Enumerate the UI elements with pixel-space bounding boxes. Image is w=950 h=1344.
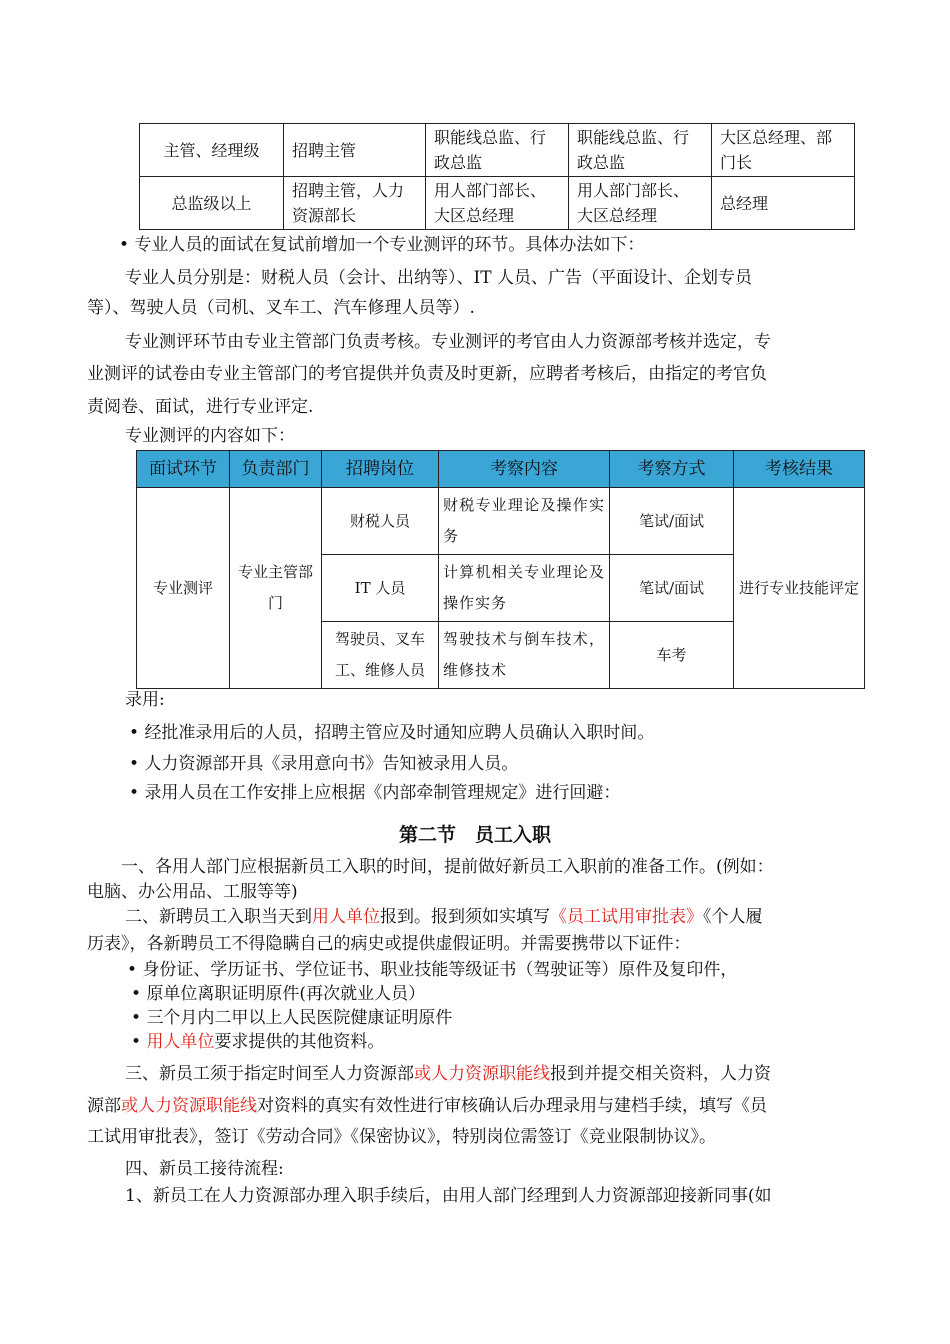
table-cell: IT 人员 [322,555,439,622]
table-cell: 总经理 [712,177,855,230]
list-item [131,1006,452,1030]
approval-table [139,123,855,230]
bullet: • [129,723,140,743]
list-item [129,721,654,745]
list-item-text: 三个月内二甲以上人民医院健康证明原件 [146,1008,453,1028]
text: 《个人履 [703,907,763,927]
table-cell: 职能线总监、行政总监 [426,124,569,177]
text: 报到并提交相关资料，人力资 [550,1064,771,1084]
paragraph-line [125,1062,771,1086]
table-cell: 总监级以上 [140,177,284,230]
table-cell: 专业主管部门 [230,488,322,689]
table-cell: 招聘主管，人力资源部长 [284,177,426,230]
bullet: • [119,235,130,255]
text: 源部 [87,1096,121,1116]
table-cell: 招聘主管 [284,124,426,177]
list-item [129,752,518,776]
paragraph-line [87,1094,767,1118]
bullet: • [131,1032,142,1052]
text: 对资料的真实有效性进行审核确认后办理录用与建档手续，填写《员 [257,1096,767,1116]
highlight-text: 《员工试用审批表》 [550,907,703,927]
list-item-text: 身份证、学历证书、学位证书、职业技能等级证书（驾驶证等）原件及复印件， [142,960,738,980]
table-cell: 用人部门部长、大区总经理 [569,177,712,230]
table-header-row [137,451,865,488]
table-cell: 笔试/面试 [610,488,734,555]
paragraph-text: 工试用审批表》，签订《劳动合同》《保密协议》，特别岗位需签订《竞业限制协议》。 [87,1127,716,1147]
column-header: 考核结果 [734,451,865,488]
hiring-label: 录用: [125,690,165,710]
column-header: 考察方式 [610,451,734,488]
text: 报到。报到须如实填写 [380,907,550,927]
paragraph-text: 业测评的试卷由专业主管部门的考官提供并负责及时更新，应聘者考核后，由指定的考官负 [87,364,767,384]
table-cell: 笔试/面试 [610,555,734,622]
paragraph-text: 责阅卷、面试，进行专业评定. [87,397,314,417]
bullet: • [131,984,142,1004]
section-title: 第二节 员工入职 [398,824,551,846]
text: 三、新员工须于指定时间至人力资源部 [125,1064,414,1084]
table-cell: 主管、经理级 [140,124,284,177]
paragraph-text: 专业测评环节由专业主管部门负责考核。专业测评的考官由人力资源部考核并选定，专 [125,332,771,352]
list-item-text: 要求提供的其他资料。 [214,1032,385,1052]
table-cell: 车考 [610,622,734,689]
bullet: • [129,783,140,803]
highlight-text: 或人力资源职能线 [121,1096,257,1116]
bullet: • [127,960,138,980]
paragraph-text: 专业测评的内容如下： [125,426,295,446]
highlight-text: 或人力资源职能线 [414,1064,550,1084]
highlight-text: 用人单位 [312,907,380,927]
list-item [127,958,737,982]
list-item-text: 原单位离职证明原件(再次就业人员） [146,984,426,1004]
table-cell: 大区总经理、部门长 [712,124,855,177]
table-cell: 驾驶员、叉车工、维修人员 [322,622,439,689]
paragraph-text: 1、新员工在人力资源部办理入职手续后，由用人部门经理到人力资源部迎接新同事(如 [125,1186,772,1206]
paragraph-line [125,905,763,929]
bullet: • [129,754,140,774]
paragraph-text: 电脑、办公用品、工服等等) [87,882,298,902]
bullet: • [131,1008,142,1028]
list-item [131,982,425,1006]
list-item-text: 录用人员在工作安排上应根据《内部牵制管理规定》进行回避： [144,783,621,803]
table-cell: 财税人员 [322,488,439,555]
table-cell: 进行专业技能评定 [734,488,865,689]
column-header: 考察内容 [439,451,610,488]
text: 二、新聘员工入职当天到 [125,907,312,927]
paragraph-text: 专业人员分别是：财税人员（会计、出纳等）、IT 人员、广告（平面设计、企划专员 [125,268,752,288]
column-header: 负责部门 [230,451,322,488]
list-item [129,781,620,805]
paragraph-text: 一、各用人部门应根据新员工入职的时间，提前做好新员工入职前的准备工作。(例如： [121,857,774,877]
column-header: 面试环节 [137,451,230,488]
paragraph-text: 四、新员工接待流程: [125,1159,284,1179]
table-row [137,488,865,555]
table-cell: 专业测评 [137,488,230,689]
table-row [140,177,855,230]
table-cell: 计算机相关专业理论及操作实务 [439,555,610,622]
highlight-text: 用人单位 [146,1032,215,1052]
table-row [140,124,855,177]
evaluation-table [136,450,865,689]
list-item [131,1030,384,1054]
table-cell: 驾驶技术与倒车技术，维修技术 [439,622,610,689]
paragraph-text: 历表》，各新聘员工不得隐瞒自己的病史或提供虚假证明。并需要携带以下证件： [87,934,691,954]
paragraph-text: 等）、驾驶人员（司机、叉车工、汽车修理人员等）. [87,298,475,318]
column-header: 招聘岗位 [322,451,439,488]
list-item-text: 经批准录用后的人员，招聘主管应及时通知应聘人员确认入职时间。 [144,723,655,743]
paragraph-text: 专业人员的面试在复试前增加一个专业测评的环节。具体办法如下： [134,235,645,255]
intro-bullet-line [119,233,644,257]
table-cell: 职能线总监、行政总监 [569,124,712,177]
table-cell: 用人部门部长、大区总经理 [426,177,569,230]
table-cell: 财税专业理论及操作实务 [439,488,610,555]
list-item-text: 人力资源部开具《录用意向书》告知被录用人员。 [144,754,519,774]
